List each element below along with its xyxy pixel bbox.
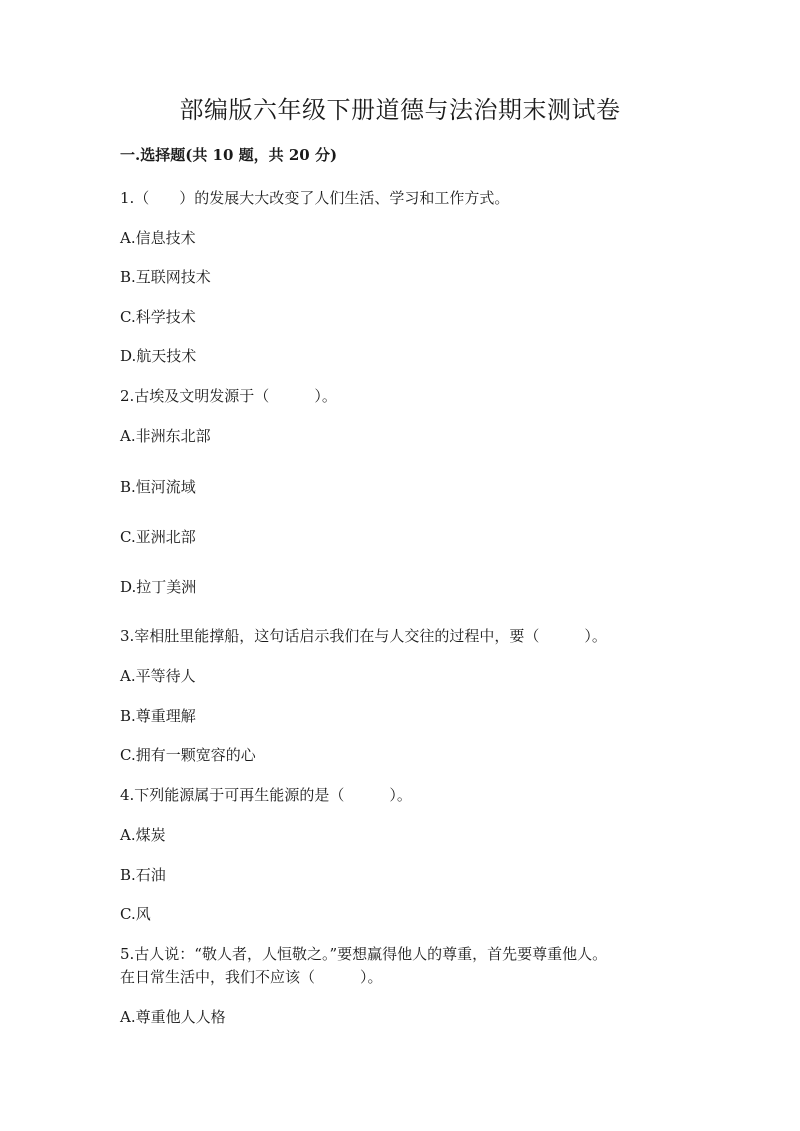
answer-option: A.非洲东北部: [120, 427, 211, 445]
answer-option: B.石油: [120, 866, 166, 884]
answer-option: D.拉丁美洲: [120, 578, 197, 596]
question-stem: 4.下列能源属于可再生能源的是（ ）。: [120, 786, 412, 804]
question-stem: 1.（ ）的发展大大改变了人们生活、学习和工作方式。: [120, 189, 510, 207]
answer-option: C.拥有一颗宽容的心: [120, 746, 256, 764]
answer-option: B.尊重理解: [120, 707, 196, 725]
answer-option: B.互联网技术: [120, 268, 211, 286]
answer-option: A.尊重他人人格: [120, 1008, 226, 1026]
question-stem: 2.古埃及文明发源于（ ）。: [120, 387, 337, 405]
answer-option: B.恒河流域: [120, 478, 196, 496]
answer-option: A.煤炭: [120, 826, 166, 844]
question-stem: 5.古人说：“敬人者，人恒敬之。”要想赢得他人的尊重，首先要尊重他人。: [120, 945, 608, 963]
answer-option: C.风: [120, 905, 151, 923]
section-heading: 一.选择题(共 10 题，共 20 分): [120, 146, 338, 164]
page-title: 部编版六年级下册道德与法治期末测试卷: [179, 96, 621, 124]
answer-option: D.航天技术: [120, 347, 197, 365]
answer-option: C.亚洲北部: [120, 528, 196, 546]
answer-option: A.平等待人: [120, 667, 196, 685]
question-stem: 3.宰相肚里能撑船，这句话启示我们在与人交往的过程中，要（ ）。: [120, 627, 607, 645]
answer-option: A.信息技术: [120, 229, 196, 247]
question-stem-continued: 在日常生活中，我们不应该（ ）。: [120, 968, 383, 986]
answer-option: C.科学技术: [120, 308, 196, 326]
